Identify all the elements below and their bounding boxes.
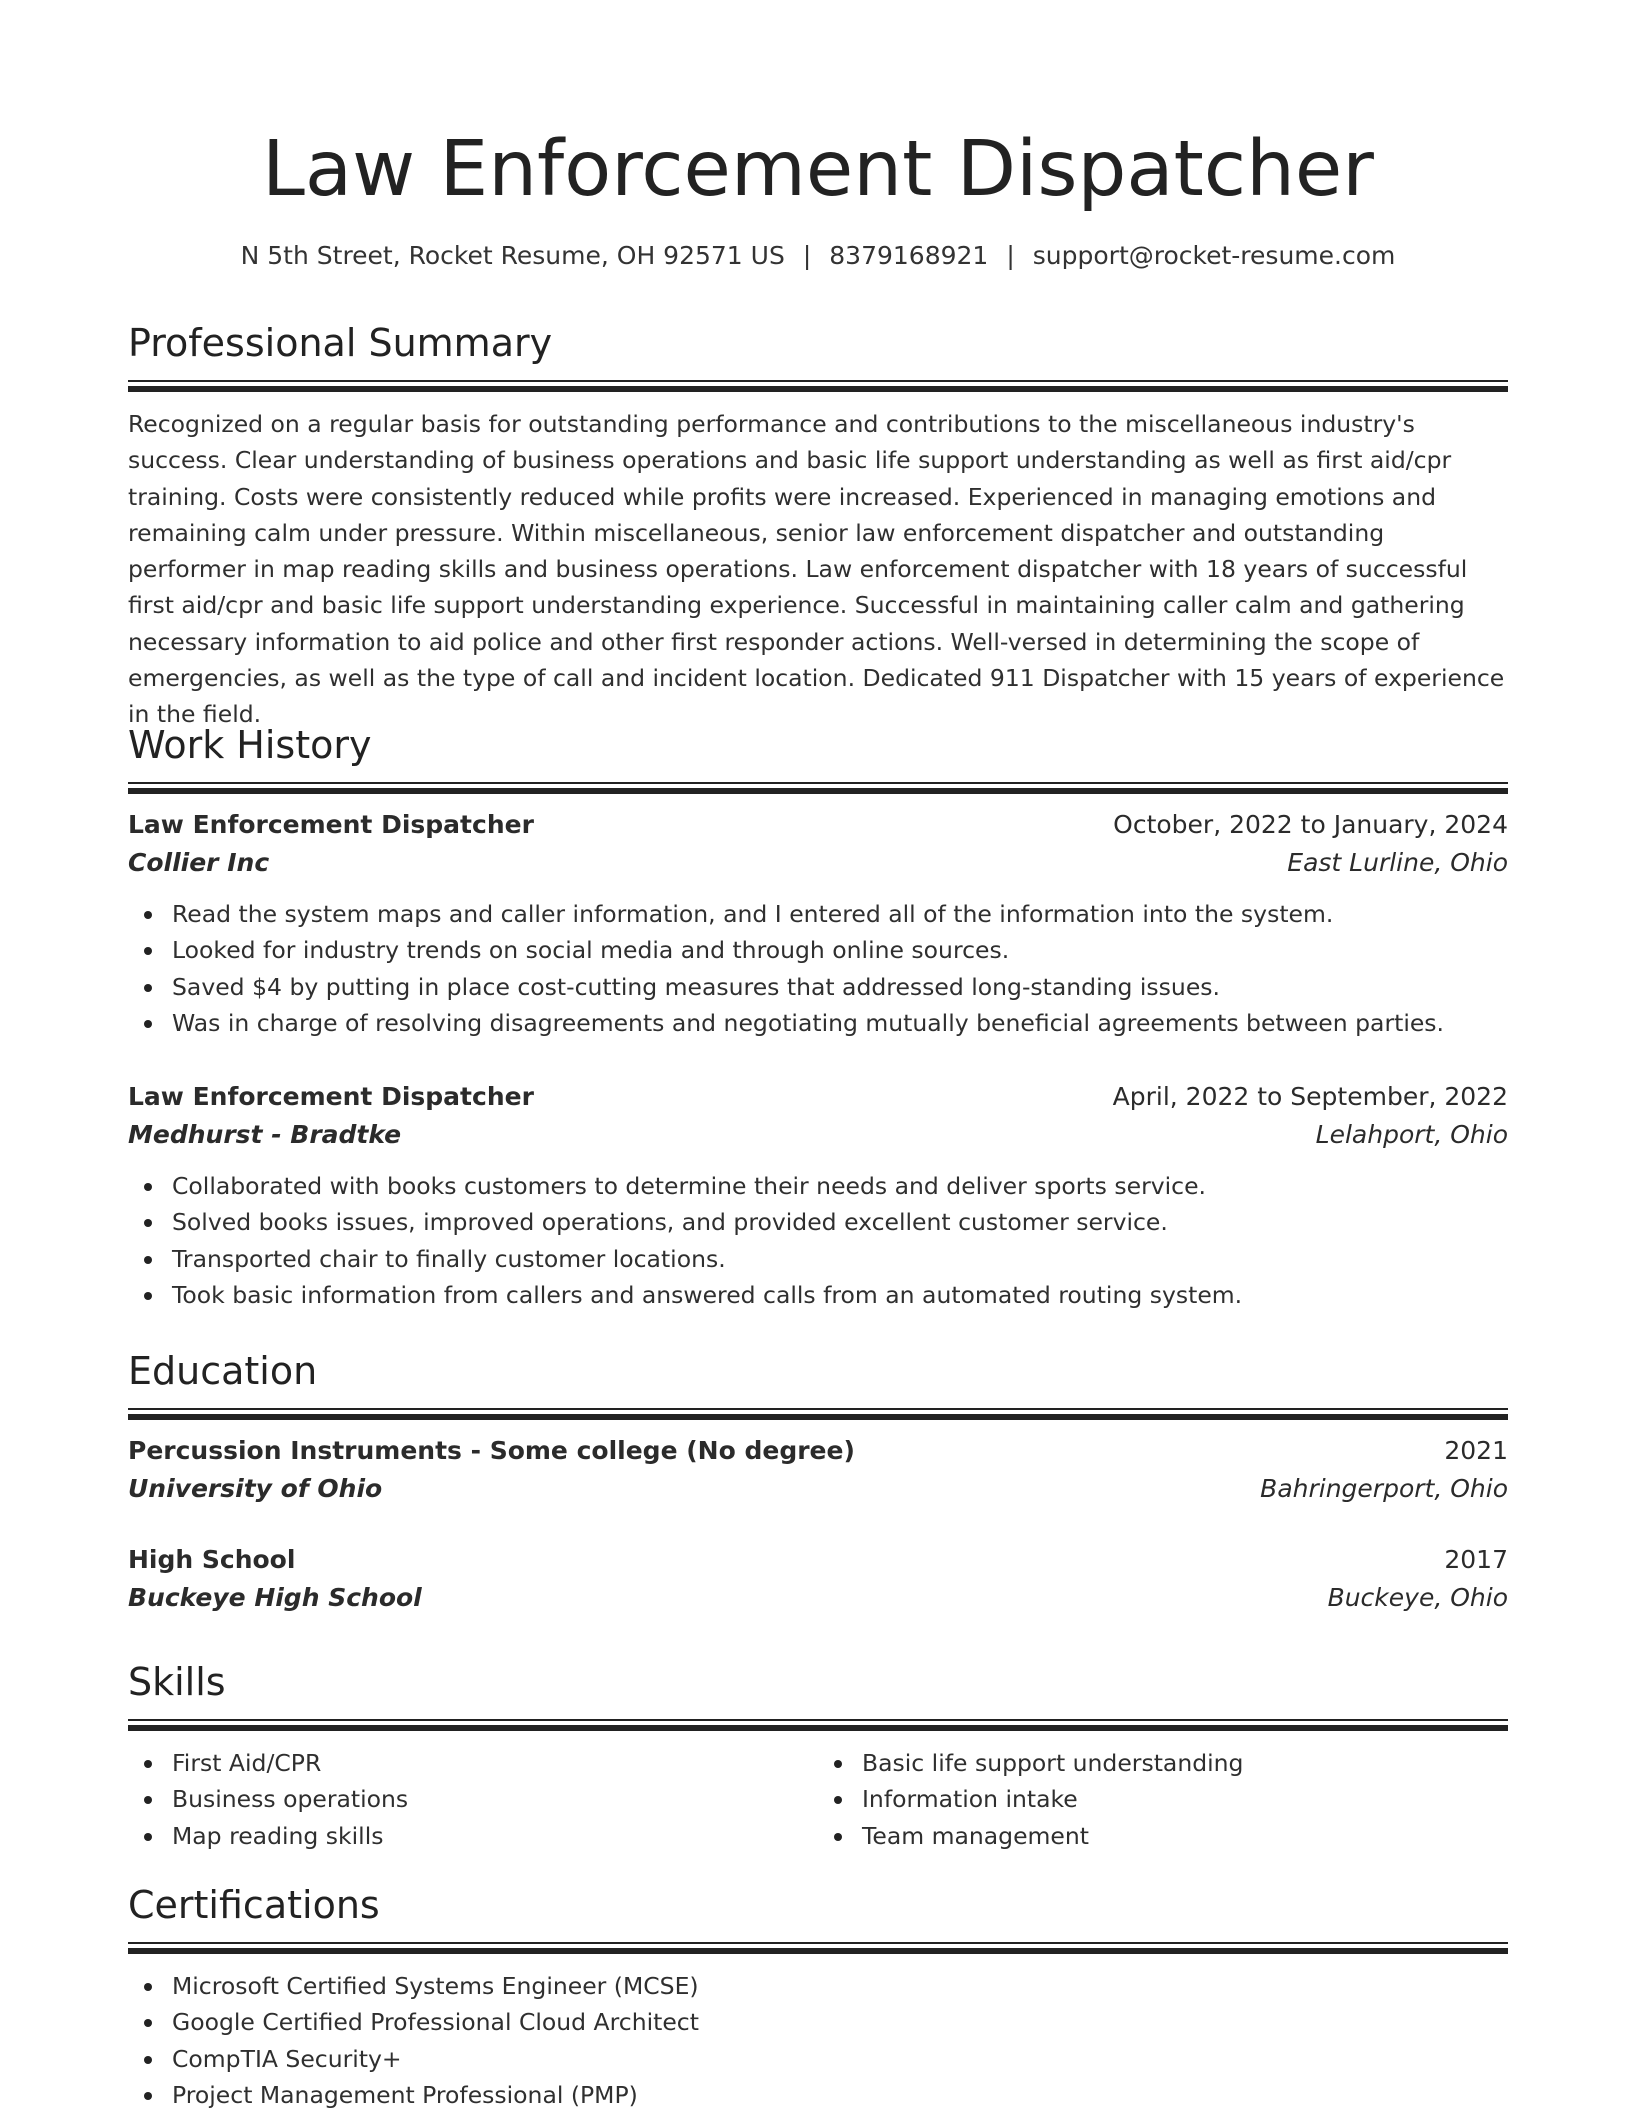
skills-list-right	[818, 1745, 1508, 1854]
list-item: Google Certified Professional Cloud Architect	[172, 2004, 1508, 2040]
job-dates: April, 2022 to September, 2022	[1112, 1082, 1508, 1111]
job-entry	[128, 806, 1508, 1041]
contact-line	[128, 238, 1508, 274]
job-location: East Lurline, Ohio	[1287, 848, 1508, 877]
education-entry	[128, 1541, 1508, 1617]
list-item: Solved books issues, improved operations, and provided excellent customer service.	[172, 1204, 1508, 1240]
list-item: Took basic information from callers and answered calls from an automated routing system.	[172, 1277, 1508, 1313]
certifications-heading: Certifications	[128, 1883, 380, 1927]
list-item: Project Management Professional (PMP)	[172, 2077, 1508, 2113]
summary-section	[128, 318, 1508, 733]
list-item: Saved $4 by putting in place cost-cutting measures that addressed long-standing issues.	[172, 969, 1508, 1005]
work-history-heading: Work History	[128, 723, 372, 767]
list-item: Collaborated with books customers to determine their needs and deliver sports service.	[172, 1168, 1508, 1204]
education-entry	[128, 1432, 1508, 1508]
summary-heading: Professional Summary	[128, 321, 553, 365]
job-company: Medhurst - Bradtke	[128, 1120, 402, 1149]
section-divider	[128, 1719, 1508, 1721]
work-history-section	[128, 720, 1508, 794]
contact-email: support@rocket-resume.com	[1032, 241, 1396, 270]
list-item: Microsoft Certified Systems Engineer (MCSE)	[172, 1968, 1508, 2004]
education-location: Bahringerport, Ohio	[1260, 1474, 1508, 1503]
section-divider	[128, 1942, 1508, 1944]
section-divider	[128, 1408, 1508, 1410]
list-item: Looked for industry trends on social media and through online sources.	[172, 932, 1508, 968]
contact-phone: 8379168921	[829, 241, 989, 270]
certifications-list	[128, 1968, 1508, 2113]
list-item: Read the system maps and caller information, and I entered all of the information into the system.	[172, 896, 1508, 932]
education-section	[128, 1346, 1508, 1420]
section-divider	[128, 1414, 1508, 1420]
list-item: Business operations	[172, 1781, 818, 1817]
job-bullets	[128, 896, 1508, 1041]
education-heading: Education	[128, 1349, 318, 1393]
list-item: CompTIA Security+	[172, 2041, 1508, 2077]
job-dates: October, 2022 to January, 2024	[1113, 810, 1508, 839]
summary-text: Recognized on a regular basis for outstanding performance and contributions to the miscellaneous industry's success. Clear understanding of business operations and basic life support understanding as well as first aid/cpr training. Costs were consistently reduced while profits were increased. Experienced in managing emotions and remaining calm under pressure. Within miscellaneous, senior law enforcement dispatcher and outstanding performer in map reading skills and business operations. Law enforcement dispatcher with 18 years of successful first aid/cpr and basic life support understanding experience. Successful in maintaining caller calm and gathering necessary information to aid police and other first responder actions. Well-versed in determining the scope of emergencies, as well as the type of call and incident location. Dedicated 911 Dispatcher with 15 years of experience in the field.	[128, 410, 1505, 729]
education-degree: Percussion Instruments - Some college (No degree)	[128, 1436, 855, 1465]
job-entry	[128, 1078, 1508, 1313]
section-divider	[128, 386, 1508, 392]
education-degree: High School	[128, 1545, 296, 1574]
list-item: Was in charge of resolving disagreements and negotiating mutually beneficial agreements between parties.	[172, 1005, 1508, 1041]
contact-address: N 5th Street, Rocket Resume, OH 92571 US	[240, 241, 785, 270]
education-school: University of Ohio	[128, 1474, 383, 1503]
job-bullets	[128, 1168, 1508, 1313]
section-divider	[128, 1725, 1508, 1731]
education-year: 2017	[1444, 1545, 1508, 1574]
education-school: Buckeye High School	[128, 1583, 422, 1612]
skills-heading: Skills	[128, 1660, 226, 1704]
section-divider	[128, 782, 1508, 784]
list-item: Map reading skills	[172, 1818, 818, 1854]
contact-separator: |	[802, 241, 812, 270]
job-title: Law Enforcement Dispatcher	[128, 1082, 534, 1111]
skills-grid	[128, 1745, 1508, 1854]
list-item: Basic life support understanding	[862, 1745, 1508, 1781]
list-item: Transported chair to finally customer locations.	[172, 1241, 1508, 1277]
skills-list-left	[128, 1745, 818, 1854]
list-item: Team management	[862, 1818, 1508, 1854]
section-divider	[128, 380, 1508, 382]
job-location: Lelahport, Ohio	[1315, 1120, 1508, 1149]
list-item: First Aid/CPR	[172, 1745, 818, 1781]
section-divider	[128, 1948, 1508, 1954]
education-location: Buckeye, Ohio	[1327, 1583, 1508, 1612]
resume-name: Law Enforcement Dispatcher	[262, 125, 1374, 214]
job-title: Law Enforcement Dispatcher	[128, 810, 534, 839]
section-divider	[128, 788, 1508, 794]
education-year: 2021	[1444, 1436, 1508, 1465]
contact-separator: |	[1006, 241, 1015, 270]
list-item: Information intake	[862, 1781, 1508, 1817]
skills-section	[128, 1657, 1508, 1854]
job-company: Collier Inc	[128, 848, 270, 877]
certifications-section	[128, 1880, 1508, 2113]
